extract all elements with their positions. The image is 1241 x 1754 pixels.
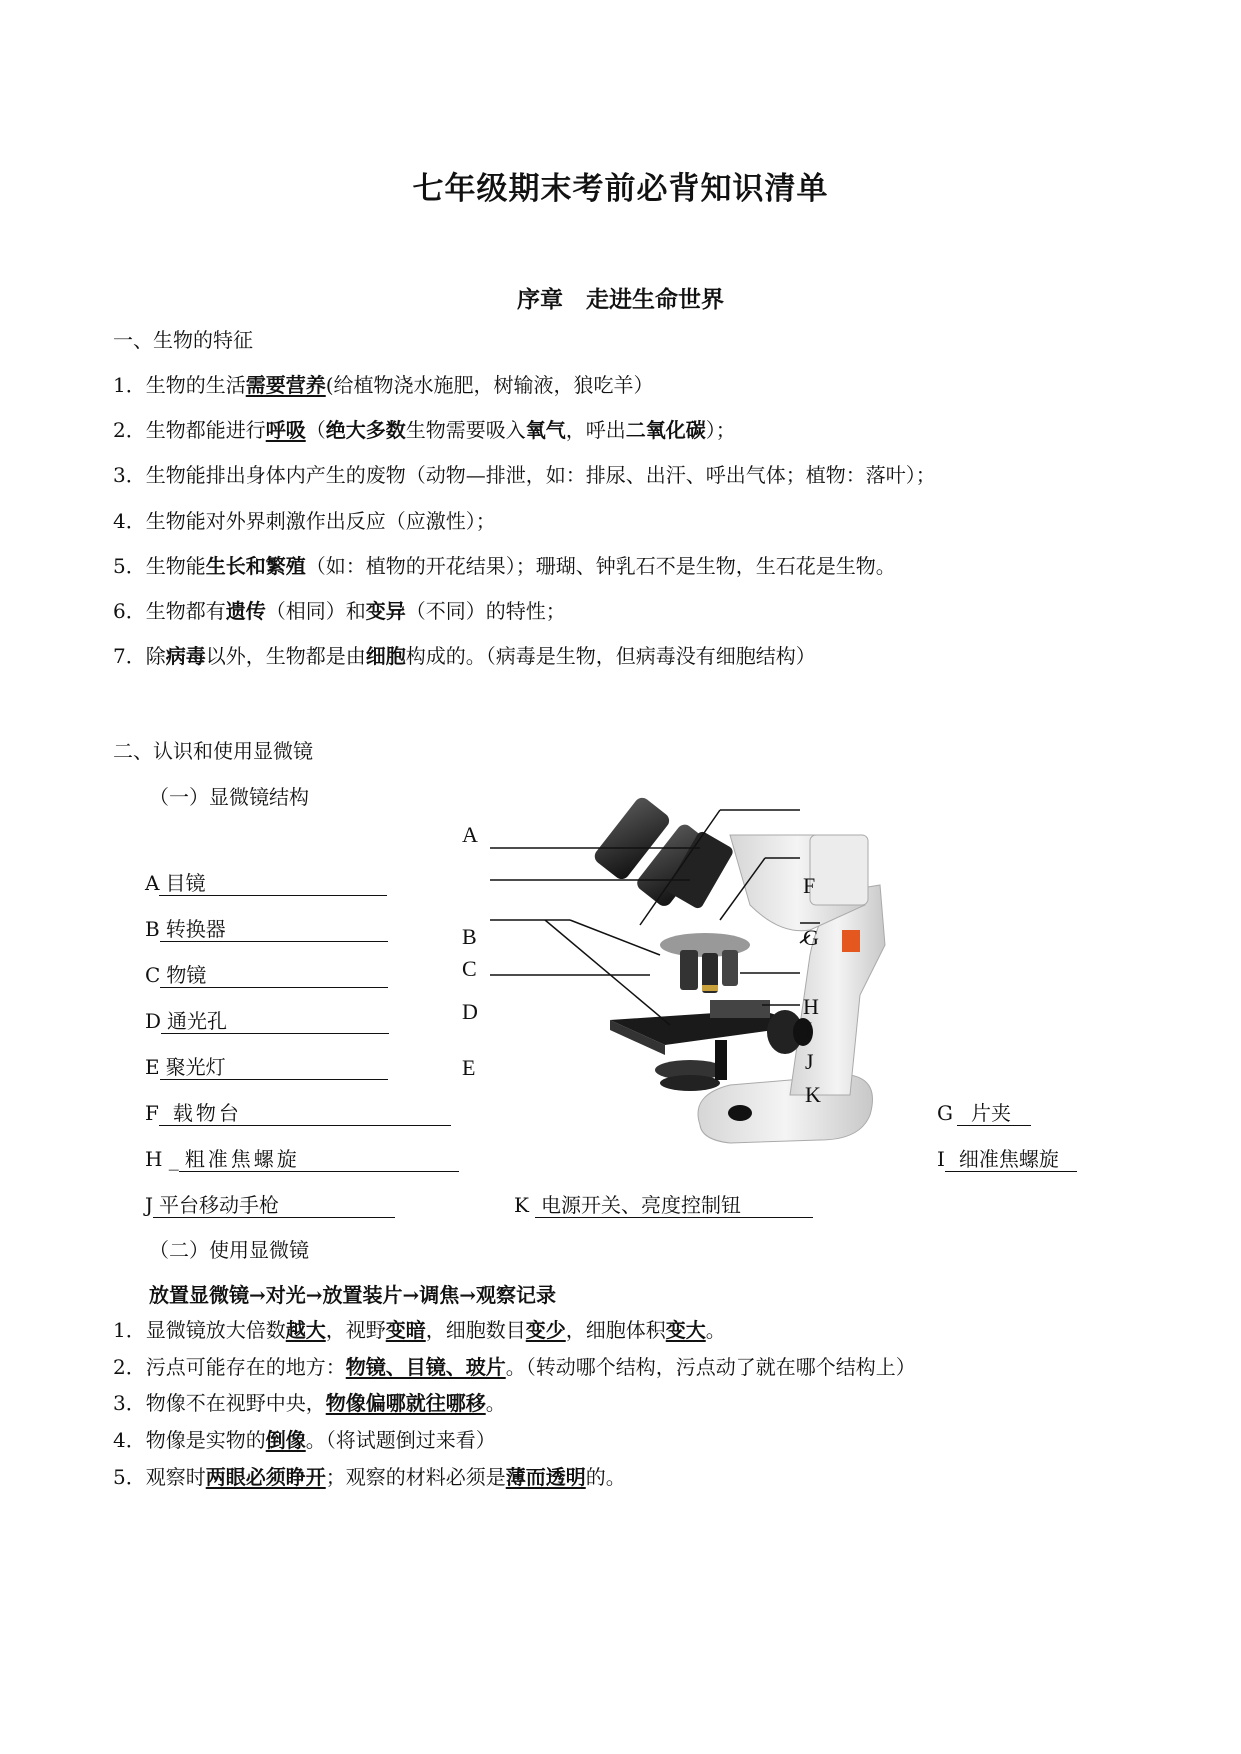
emphasis-text: 呼吸	[265, 418, 306, 443]
list-item	[113, 1355, 916, 1379]
list-item	[113, 463, 936, 487]
item-text: 以外，生物都是由	[205, 644, 366, 669]
item-text: ，呼出	[565, 418, 626, 443]
label-e-answer: 聚光灯	[160, 1055, 388, 1080]
item-text: 4．生物能对外界刺激作出反应（应激性）；	[113, 508, 496, 533]
item-text: 1．生物的生活	[113, 373, 246, 397]
emphasis-text: 病毒	[165, 644, 206, 669]
list-item	[113, 1465, 626, 1489]
diagram-letter-i: I	[805, 1017, 813, 1042]
label-k-answer: 电源开关、亮度控制钮	[535, 1193, 813, 1218]
label-j: J 平台移动手枪	[145, 1193, 395, 1218]
label-i-answer: 细准焦螺旋	[945, 1147, 1077, 1172]
emphasis-text: 物镜、目镜、玻片	[345, 1354, 506, 1379]
emphasis-text: 变少	[525, 1318, 566, 1342]
item-text: 3．物像不在视野中央，	[113, 1391, 326, 1416]
item-text: 5．生物能	[113, 553, 206, 578]
item-text: 。	[485, 1391, 506, 1416]
item-text: （不同）的特性；	[405, 599, 566, 623]
label-e: E 聚光灯	[145, 1055, 388, 1080]
list-item	[113, 509, 496, 533]
item-text: （如：植物的开花结果）；珊瑚、钟乳石不是生物，生石花是生物。	[305, 553, 896, 578]
item-text: 6．生物都有	[113, 599, 226, 623]
list-item	[113, 1428, 496, 1452]
item-text: 1．显微镜放大倍数	[113, 1318, 286, 1342]
diagram-letter-d: D	[462, 999, 478, 1024]
emphasis-text: 生长和繁殖	[205, 553, 306, 578]
usage-steps: 放置显微镜→对光→放置装片→调焦→观察记录	[149, 1283, 557, 1307]
section1-heading: 一、生物的特征	[113, 328, 253, 352]
item-text: 2．生物都能进行	[113, 418, 266, 443]
section2-heading: 二、认识和使用显微镜	[113, 739, 313, 763]
emphasis-text: 两眼必须睁开	[205, 1464, 326, 1489]
list-item	[113, 373, 654, 397]
emphasis-text: 二氧化碳	[625, 418, 706, 443]
diagram-letter-b: B	[462, 924, 477, 949]
label-c-answer: 物镜	[160, 963, 388, 988]
item-text: ；观察的材料必须是	[325, 1464, 506, 1489]
label-f: F 载物台	[145, 1101, 451, 1126]
item-text: 5．观察时	[113, 1464, 206, 1489]
emphasis-text: 变异	[365, 599, 406, 623]
label-g: G 片夹	[937, 1101, 1031, 1126]
emphasis-text: 越大	[285, 1318, 326, 1342]
item-text: 7．除	[113, 644, 166, 669]
emphasis-text: 物像偏哪就往哪移	[325, 1391, 486, 1416]
label-f-answer: 载物台	[159, 1101, 451, 1126]
list-item	[113, 644, 816, 668]
label-a-answer: 目镜	[159, 871, 387, 896]
item-text: 构成的。（病毒是生物，但病毒没有细胞结构）	[405, 644, 816, 669]
emphasis-text: 变大	[665, 1318, 706, 1342]
label-d: D 通光孔	[145, 1009, 389, 1034]
label-a: A 目镜	[145, 871, 387, 896]
item-text: ，视野	[325, 1318, 386, 1342]
emphasis-text: 绝大多数	[325, 418, 406, 443]
item-text: 的。	[585, 1464, 626, 1489]
item-text: 。（将试题倒过来看）	[305, 1428, 496, 1453]
label-i: I 细准焦螺旋	[937, 1147, 1077, 1172]
list-item	[113, 1391, 506, 1415]
diagram-letter-a: A	[462, 822, 478, 847]
item-text: 。	[705, 1318, 726, 1342]
item-text: ，细胞数目	[425, 1318, 526, 1342]
label-b: B 转换器	[145, 917, 388, 942]
label-j-answer: 平台移动手枪	[153, 1193, 395, 1218]
page-title: 七年级期末考前必背知识清单	[412, 171, 829, 207]
item-text: （	[305, 418, 326, 443]
label-h: H _ 粗准焦螺旋	[145, 1147, 459, 1172]
emphasis-text: 遗传	[225, 599, 266, 623]
microscope-diagram	[490, 795, 940, 1165]
item-text: 生物需要吸入	[405, 418, 526, 443]
list-item	[113, 554, 896, 578]
item-text: 4．物像是实物的	[113, 1428, 266, 1453]
emphasis-text: 氧气	[525, 418, 566, 443]
diagram-letter-g: G	[803, 925, 819, 950]
list-item	[113, 599, 566, 623]
diagram-letter-j: J	[805, 1049, 814, 1074]
microscope-usage-heading: （二）使用显微镜	[149, 1238, 309, 1262]
label-d-answer: 通光孔	[161, 1009, 389, 1034]
diagram-letter-f: F	[803, 873, 816, 898]
item-text: 3．生物能排出身体内产生的废物（动物—排泄，如：排尿、出汗、呼出气体；植物：落叶）；	[113, 463, 936, 488]
label-k: K 电源开关、亮度控制钮	[514, 1193, 813, 1218]
label-c: C 物镜	[145, 963, 388, 988]
item-text: （相同）和	[265, 599, 366, 623]
list-item	[113, 1318, 726, 1342]
diagram-letter-k: K	[805, 1082, 821, 1107]
emphasis-text: 需要营养	[245, 373, 326, 397]
label-g-answer: 片夹	[957, 1101, 1031, 1126]
item-text: (给植物浇水施肥，树输液，狼吃羊）	[325, 373, 654, 397]
label-h-answer: 粗准焦螺旋	[179, 1147, 459, 1172]
microscope-structure-heading: （一）显微镜结构	[149, 785, 309, 809]
item-text: ，细胞体积	[565, 1318, 666, 1342]
item-text: 2．污点可能存在的地方：	[113, 1354, 346, 1379]
emphasis-text: 薄而透明	[505, 1464, 586, 1489]
list-item	[113, 418, 736, 442]
emphasis-text: 细胞	[365, 644, 406, 669]
label-b-answer: 转换器	[160, 917, 388, 942]
item-text: ）；	[705, 418, 736, 443]
chapter-title: 序章 走进生命世界	[517, 286, 724, 313]
item-text: 。（转动哪个结构，污点动了就在哪个结构上）	[505, 1354, 916, 1379]
diagram-letter-h: H	[803, 994, 819, 1019]
diagram-letter-c: C	[462, 956, 477, 981]
emphasis-text: 变暗	[385, 1318, 426, 1342]
diagram-letter-e: E	[462, 1055, 476, 1080]
emphasis-text: 倒像	[265, 1428, 306, 1453]
